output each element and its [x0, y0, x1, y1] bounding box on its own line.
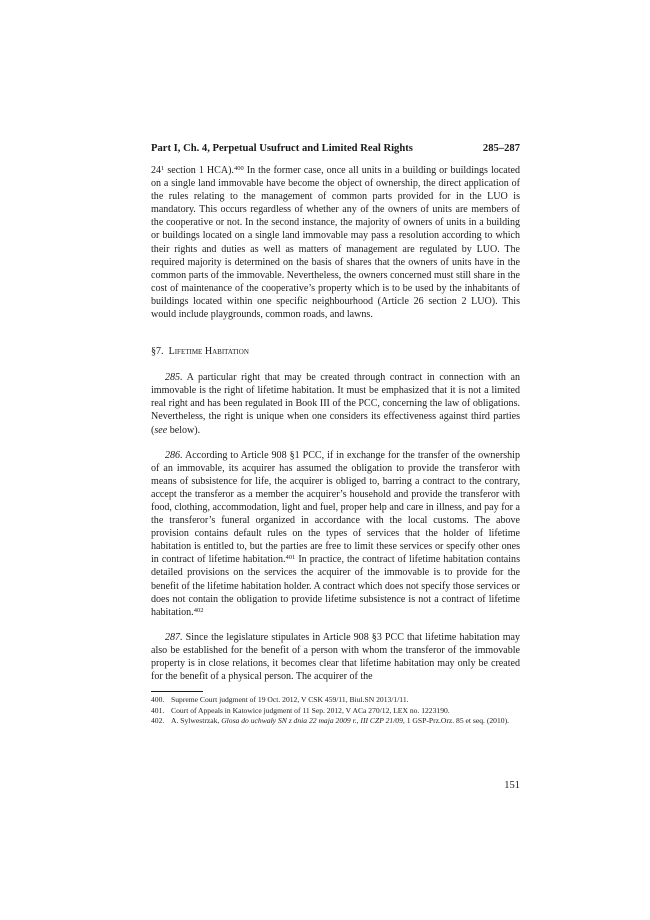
footnote-402: 402. A. Sylwestrzak, Glosa do uchwały SN z dnia 22 maja 2009 r., III CZP 21/09, 1 GSP-Prz.Orz. 85 et seq. (2010). — [151, 716, 509, 725]
intro-paragraph: $24^1$ section 1 HCA).$^{400}$ In the former case, once all units in a building or buildings located on a single land immovable have become the object of ownership, the direct application of the rules relating to the management of common parts provided for in the LUO is mandatory. This occurs regardless of whether any of the owners of units are members of the cooperative or not. In the second instance, the majority of owners of units in a building or buildings located on a single land immovable may pass a resolution according to which their rights and duties as well as matters of management are regulated by LUO. The required majority is determined on the basis of shares that the owners of units have in the common parts of the immovable. Nevertheless, the owners concerned must still share in the cost of maintenance of the cooperative’s property which is to be used by the inhabitants of buildings located within one specific neighbourhood (Article 26 section 2 LUO). This would include playgrounds, common roads, and lawns. — [151, 165, 520, 321]
paragraph-286: 286. According to Article 908 §1 PCC, if in exchange for the transfer of the ownership of an immovable, its acquirer has assumed the obligation to provide the transferor with means of subsistence for life, the acquirer is obliged to, barring a contract to the contrary, accept the transferor as a member the acquirer’s household and provide the transferor with food, clothing, accommodation, light and fuel, proper help and care in illness, and pay for a the transferor’s funeral organized in accordance with the local customs. The above provision contains default rules on the types of services that the holder of lifetime habitation is entitled to, but the parties are free to limit these services or specify other ones in contract of lifetime habitation.$^{401}$ In practice, the contract of lifetime habitation contains detailed provisions on the services the acquirer of the immovable is to provide for the benefit of the lifetime habitation holder. A contract which does not specify those services or does not contain the obligation to provide lifetime subsistence is not a contract of lifetime habitation.$^{402}$ — [151, 449, 520, 618]
footnote-ref-402[interactable]: 402 — [193, 606, 204, 614]
superscript: 1 — [161, 165, 165, 172]
paragraph-number: 285. — [165, 372, 183, 384]
section-heading — [151, 345, 520, 358]
paragraph-285: 285. A particular right that may be created through contract in connection with an immovable is the right of lifetime habitation. It must be emphasized that it is not a limited real right and has been regulated in Book III of the PCC, concerning the law of obligations. Nevertheless, the right is unique when one considers its effectiveness against third parties (see below). — [151, 372, 520, 436]
section-number: §7. — [151, 346, 164, 358]
section-title: Lifetime Habitation — [168, 346, 249, 358]
paragraph-number: 286. — [165, 449, 183, 461]
running-header — [151, 142, 520, 155]
footnote-ref-400[interactable]: 400 — [233, 165, 244, 172]
footnote-400: 400. Supreme Court judgment of 19 Oct. 2012, V CSK 459/11, Biul.SN 2013/1/11. — [151, 695, 409, 705]
section-range: 285–287 — [482, 143, 520, 154]
page-body — [151, 142, 520, 726]
footnote-ref-401[interactable]: 401 — [285, 554, 296, 562]
paragraph-287: 287. Since the legislature stipulates in Article 908 §3 PCC that lifetime habitation may also be established for the benefit of a person with whom the transferor of the immovable property is in close relations, it becomes clear that lifetime habitation may only be created for the benefit of a physical person. The acquirer of the — [151, 631, 520, 683]
paragraph-number: 287. — [165, 631, 183, 643]
footnote-401: 401. Court of Appeals in Katowice judgment of 11 Sep. 2012, V ACa 270/12, LEX no. 1223190. — [151, 705, 450, 715]
running-title: Part I, Ch. 4, Perpetual Usufruct and Limited Real Rights — [151, 143, 413, 154]
footnote-rule — [151, 691, 203, 692]
page-number: 151 — [504, 780, 520, 791]
